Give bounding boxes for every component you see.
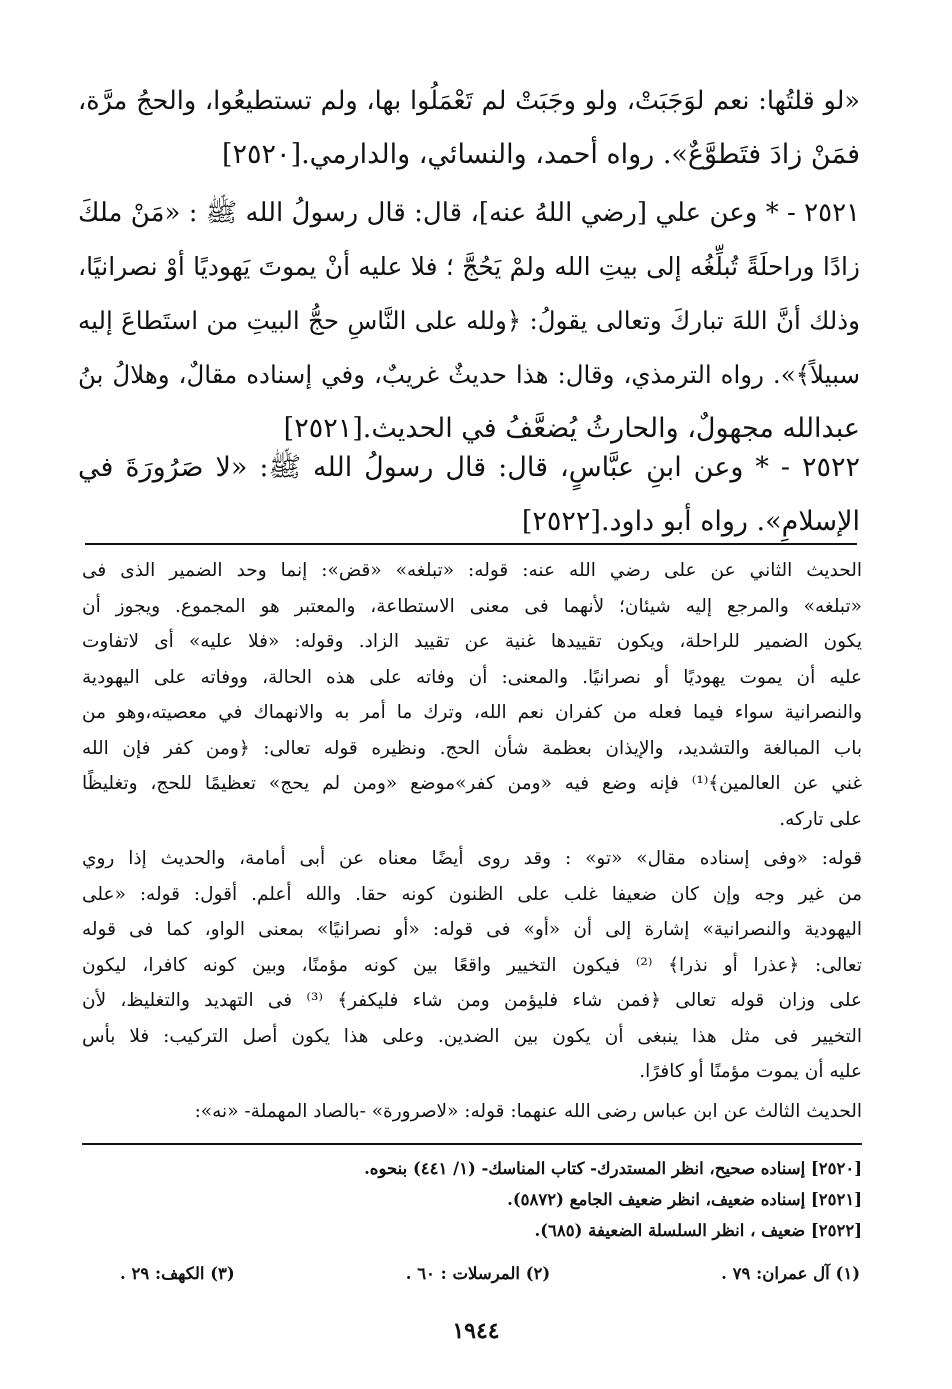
hadith-line: سبيلاً﴾». رواه الترمذي، وقال: هذا حديثٌ غريبٌ، وفي إسناده مقالٌ، وهلالُ بنُ — [78, 360, 860, 389]
hadith-line: زادًا وراحلَةً تُبلِّغُه إلى بيتِ الله ولمْ يَحُجَّ ؛ فلا عليه أنْ يموتَ يَهوديًا أوْ نصرانيًا، — [78, 252, 860, 281]
page-number: ١٩٤٤ — [452, 1318, 500, 1344]
reference-1: (١) آل عمران: ٧٩ . — [721, 1264, 860, 1283]
footnote-divider — [82, 1143, 862, 1145]
footnotes — [82, 1153, 862, 1246]
reference-3: (٣) الكهف: ٢٩ . — [120, 1264, 235, 1283]
commentary-line: على تاركه. — [779, 808, 862, 830]
commentary-line: غني عن العالمين﴾⁽¹⁾ فإنه وضع فيه «ومن كفر»موضع «ومن لم يحج» تعظيمًا للحج، وتغليظًا — [82, 773, 862, 794]
commentary-line: والنصرانية سواء فيما فعله من كفران نعم الله، وترك ما أمر به والانهماك في معصيته،وهو من — [82, 702, 862, 723]
commentary-line: عليه أن يموت يهوديًا أو نصرانيًا. والمعنى: أن وفاته على هذه الحالة، ووفاته على اليهودية — [82, 666, 862, 688]
commentary-line: التخيير فى مثل هذا ينبغى أن يكون بين الضدين. وعلى هذا يكون أصل التركيب: فلا بأس — [82, 1025, 862, 1047]
footnote-2522: [٢٥٢٢] ضعيف ، انظر السلسلة الضعيفة (٦٨٥). — [534, 1221, 862, 1240]
commentary-line: تعالى: ﴿عذرا أو نذرا﴾ ⁽²⁾ فيكون التخيير واقعًا بين كونه مؤمنًا، وبين كونه كافرا، ليكون — [82, 954, 862, 976]
commentary-line: على وزان قوله تعالى ﴿فمن شاء فليؤمن ومن شاء فليكفر﴾ ⁽³⁾ فى التهديد والتغليظ، لأن — [82, 990, 862, 1011]
commentary-line: من غير وجه وإن كان ضعيفا غلب على الظنون كونه حقا. والله أعلم. أقول: قوله: «على — [82, 883, 862, 905]
commentary-line: اليهودية والنصرانية» إشارة إلى أن «أو» فى قوله: «أو نصرانيًا» بمعنى الواو، كما فى قوله — [82, 919, 862, 940]
hadith-line: ٢٥٢١ - * وعن علي [رضي اللهُ عنه]، قال: قال رسولُ الله ﷺ : «مَنْ ملكَ — [78, 198, 860, 228]
hadith-line: فمَنْ زادَ فتَطوَّعٌ». رواه أحمد، والنسائي، والدارمي.[٢٥٢٠] — [222, 139, 860, 170]
reference-2: (٢) المرسلات : ٦٠ . — [405, 1264, 551, 1283]
commentary-line: باب المبالغة والتشديد، والإيذان بعظمة شأن الحج. ونظيره قوله تعالى: ﴿ومن كفر فإن الله — [82, 737, 862, 759]
hadith-line: عبدالله مجهولٌ، والحارثُ يُضعَّفُ في الحديث.[٢٥٢١] — [283, 413, 860, 444]
footnote-2520: [٢٥٢٠] إسناده صحيح، انظر المستدرك- كتاب المناسك- (١/ ٤٤١) بنحوه. — [364, 1159, 862, 1178]
hadith-line: «لو قلتُها: نعم لوَجَبَتْ، ولو وجَبَتْ لم تَعْمَلُوا بها، ولم تستطيعُوا، والحجُ مرَّة، — [78, 86, 860, 116]
hadith-2520-end — [78, 74, 860, 182]
hadith-line: ٢٥٢٢ - * وعن ابنِ عبَّاسٍ، قال: قال رسولُ الله ﷺ: «لا صَرُورَةَ في — [78, 452, 860, 483]
commentary-paragraph — [82, 841, 862, 1090]
commentary-line: الحديث الثاني عن على رضي الله عنه: قوله: «تبلغه» «قض»: إنما وحد الضمير الذى فى — [82, 560, 862, 581]
commentary-paragraph — [82, 553, 862, 837]
hadith-2521 — [78, 186, 860, 456]
footnote-2521: [٢٥٢١] إسناده ضعيف، انظر ضعيف الجامع (٥٨٧٢). — [507, 1190, 862, 1209]
quran-references — [120, 1264, 860, 1283]
commentary-paragraph — [82, 1094, 862, 1130]
commentary-line: قوله: «وفى إسناده مقال» «تو» : وقد روى أيضًا معناه عن أبى أمامة، والحديث إذا روي — [82, 848, 862, 869]
commentary-line: الحديث الثالث عن ابن عباس رضى الله عنهما: قوله: «لاصرورة» -بالصاد المهملة- «نه»: — [194, 1100, 862, 1122]
commentary-line: يكون الضمير للراحلة، ويكون تقييدها غنية عن تقييد الزاد. وقوله: «فلا عليه» أى لاتفاوت — [82, 631, 862, 652]
commentary-line: «تبلغه» والمرجع إليه شيئان؛ لأنهما فى معنى الاستطاعة، والمعتبر هو المجموع. ويجوز أن — [82, 595, 862, 617]
hadith-line: وذلك أنَّ اللهَ تباركَ وتعالى يقولُ: ﴿ولله على النَّاسِ حجُّ البيتِ من استَطاعَ إليه — [78, 306, 860, 335]
commentary-line: عليه أن يموت مؤمنًا أو كافرًا. — [639, 1061, 862, 1082]
hadith-line: الإسلامِ». رواه أبو داود.[٢٥٢٢] — [521, 506, 860, 537]
hadith-2522 — [78, 441, 860, 549]
section-divider — [85, 543, 857, 545]
commentary — [82, 553, 862, 1129]
